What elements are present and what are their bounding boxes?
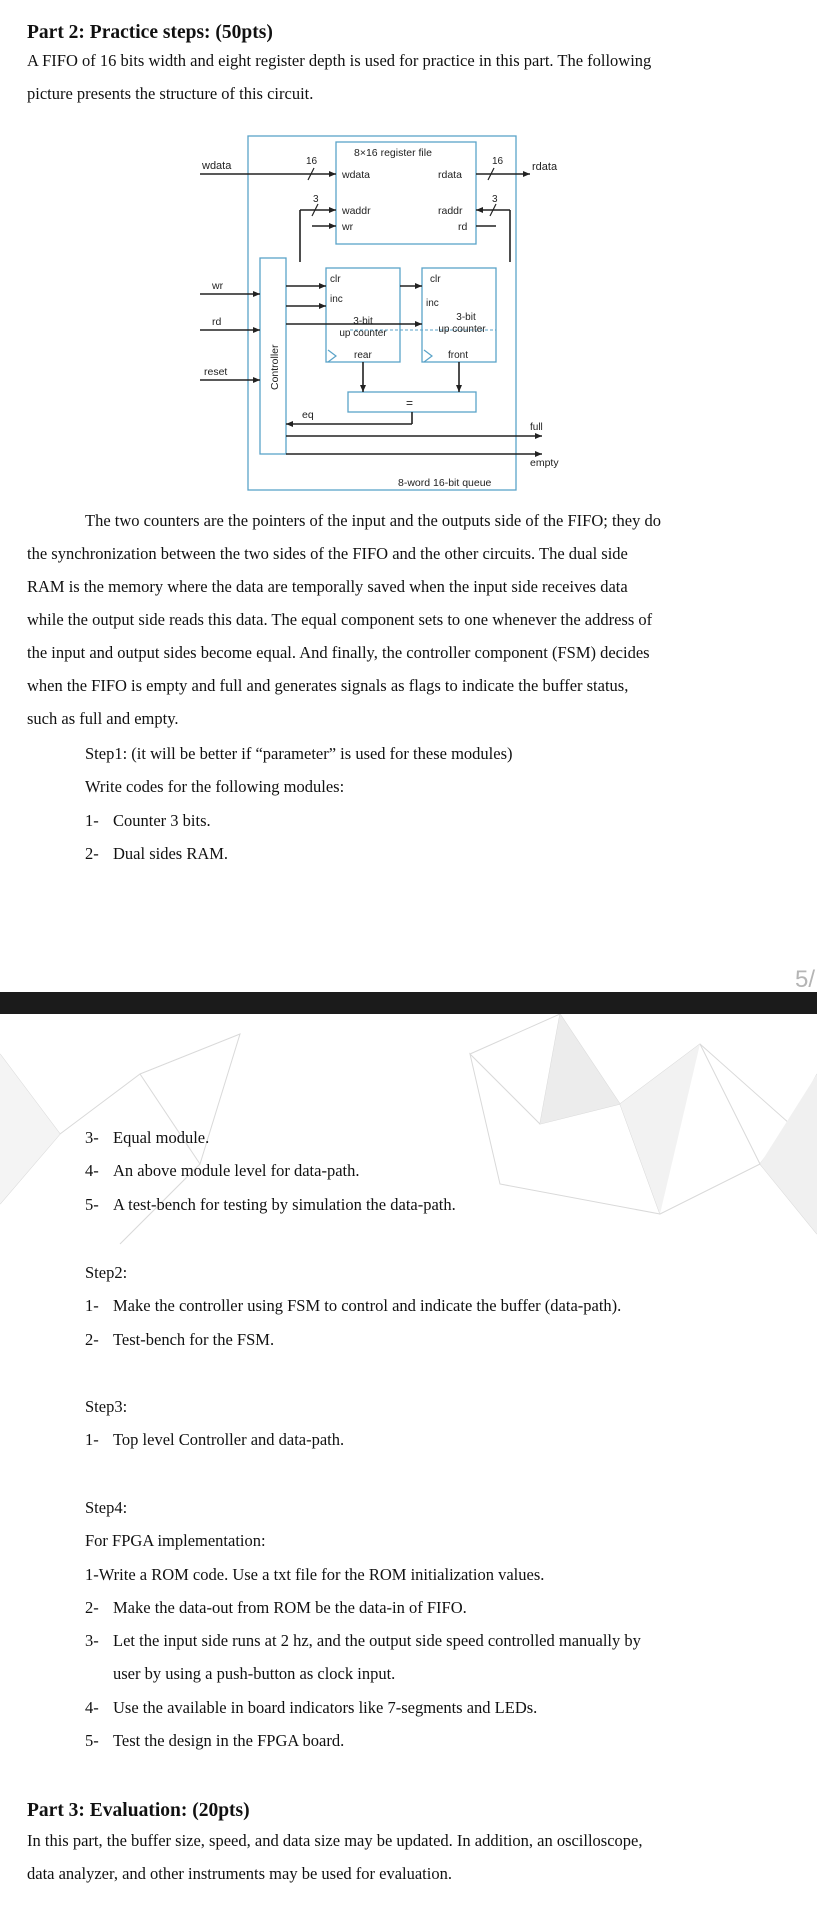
- description-line-1: The two counters are the pointers of the input and the outputs side of the FIFO; they do: [85, 511, 662, 530]
- rf-rdata-port: rdata: [438, 169, 462, 181]
- bus3-left-label: 3: [313, 194, 319, 205]
- list-text: Make the data-out from ROM be the data-in of FIFO.: [113, 1598, 467, 1617]
- list-text: A test-bench for testing by simulation the data-path.: [113, 1195, 456, 1214]
- part3-paragraph: [27, 1824, 753, 1890]
- list-number: 4-: [85, 1698, 99, 1717]
- list-text: Counter 3 bits.: [113, 811, 211, 830]
- list-number: 3-: [85, 1128, 99, 1147]
- step4-subtitle: For FPGA implementation:: [85, 1531, 266, 1550]
- step4-item-5: [85, 1731, 344, 1751]
- part3-line-1: In this part, the buffer size, speed, and data size may be updated. In addition, an oscilloscope,: [27, 1831, 643, 1850]
- list-text: Use the available in board indicators like 7-segments and LEDs.: [113, 1698, 538, 1717]
- list-number: 1-: [85, 1296, 99, 1315]
- step3-item-1: [85, 1430, 344, 1450]
- step1-title: Step1: (it will be better if “parameter” is used for these modules): [85, 744, 513, 763]
- step4-item-2: [85, 1598, 467, 1618]
- rf-wr-port: wr: [342, 221, 354, 233]
- list-number: 4-: [85, 1161, 99, 1180]
- description-paragraph: [27, 504, 753, 735]
- empty-output-label: empty: [530, 457, 559, 469]
- step4-item-1: 1-Write a ROM code. Use a txt file for the ROM initialization values.: [85, 1565, 545, 1584]
- rear-clr-port: clr: [330, 274, 341, 285]
- wdata-input-label: wdata: [202, 160, 232, 172]
- step2-item-1: [85, 1296, 621, 1316]
- list-text: An above module level for data-path.: [113, 1161, 360, 1180]
- step4-item-3-continuation: user by using a push-button as clock input.: [113, 1664, 396, 1683]
- front-counter-type: up counter: [438, 324, 486, 335]
- list-text: Test the design in the FPGA board.: [113, 1731, 345, 1750]
- list-number: 1-: [85, 811, 99, 830]
- reset-input-label: reset: [204, 366, 228, 378]
- list-number: 3-: [85, 1631, 99, 1650]
- intro-line-1: A FIFO of 16 bits width and eight register depth is used for practice in this part. The following: [27, 51, 652, 70]
- description-line-7: such as full and empty.: [27, 709, 179, 728]
- intro-paragraph: [27, 44, 753, 110]
- list-number: 1-: [85, 1430, 99, 1449]
- wr-input-label: wr: [212, 280, 224, 292]
- list-number: 2-: [85, 1598, 99, 1617]
- controller-label: Controller: [269, 344, 281, 390]
- description-line-4: while the output side reads this data. The equal component sets to one whenever the address of: [27, 610, 653, 629]
- list-number: 5-: [85, 1195, 99, 1214]
- list-number: 2-: [85, 1330, 99, 1349]
- eq-signal-label: eq: [302, 409, 314, 421]
- list-text: Dual sides RAM.: [113, 844, 229, 863]
- part2-heading: Part 2: Practice steps: (50pts): [27, 22, 273, 43]
- queue-label: 8-word 16-bit queue: [398, 477, 492, 489]
- fifo-block-diagram: [200, 134, 580, 500]
- list-text: Test-bench for the FSM.: [113, 1330, 275, 1349]
- step1-subtitle: Write codes for the following modules:: [85, 777, 345, 796]
- rf-raddr-port: raddr: [438, 205, 463, 217]
- front-counter-width: 3-bit: [456, 312, 476, 323]
- description-line-2: the synchronization between the two sides of the FIFO and the other circuits. The dual side: [27, 544, 628, 563]
- front-clr-port: clr: [430, 274, 441, 285]
- rf-waddr-port: waddr: [342, 205, 371, 217]
- full-output-label: full: [530, 422, 543, 433]
- equal-sign: =: [406, 396, 414, 410]
- step1-item-4: [85, 1161, 360, 1181]
- rear-counter-width: 3-bit: [353, 316, 373, 327]
- list-text: Make the controller using FSM to control and indicate the buffer (data-path).: [113, 1296, 622, 1315]
- page-bottom: [0, 1014, 817, 1920]
- list-text: Equal module.: [113, 1128, 210, 1147]
- rear-counter-name: rear: [354, 350, 372, 361]
- step4-item-4: [85, 1698, 537, 1718]
- page-separator: [0, 992, 817, 1014]
- rd-input-label: rd: [212, 316, 222, 328]
- intro-line-2: picture presents the structure of this circuit.: [27, 84, 314, 103]
- list-text: Let the input side runs at 2 hz, and the output side speed controlled manually by: [113, 1631, 641, 1650]
- description-line-6: when the FIFO is empty and full and generates signals as flags to indicate the buffer status,: [27, 676, 629, 695]
- list-number: 5-: [85, 1731, 99, 1750]
- page-number: 5/: [794, 966, 815, 993]
- step1-item-1: [85, 811, 211, 831]
- rf-rd-port: rd: [458, 221, 468, 233]
- step4-title: Step4:: [85, 1498, 128, 1517]
- bus16-right-label: 16: [492, 156, 504, 167]
- rear-inc-port: inc: [330, 294, 343, 305]
- front-inc-port: inc: [426, 298, 439, 309]
- rdata-output-label: rdata: [532, 161, 558, 173]
- step2-item-2: [85, 1330, 274, 1350]
- description-line-3: RAM is the memory where the data are temporally saved when the input side receives data: [27, 577, 628, 596]
- register-file-title: 8×16 register file: [354, 147, 432, 159]
- list-text: Top level Controller and data-path.: [113, 1430, 345, 1449]
- list-number: 2-: [85, 844, 99, 863]
- rear-counter-type: up counter: [339, 328, 387, 339]
- front-counter-name: front: [448, 350, 469, 361]
- bus16-left-label: 16: [306, 156, 318, 167]
- bus3-right-label: 3: [492, 194, 498, 205]
- part3-heading: Part 3: Evaluation: (20pts): [27, 1800, 250, 1821]
- step3-title: Step3:: [85, 1397, 128, 1416]
- step1-item-3: [85, 1128, 209, 1148]
- step1-item-5: [85, 1195, 456, 1215]
- rf-wdata-port: wdata: [342, 169, 371, 181]
- description-line-5: the input and output sides become equal. And finally, the controller component (FSM) decides: [27, 643, 650, 662]
- step2-title: Step2:: [85, 1263, 128, 1282]
- step4-item-3: [85, 1631, 641, 1651]
- part3-line-2: data analyzer, and other instruments may be used for evaluation.: [27, 1864, 452, 1883]
- step1-item-2: [85, 844, 228, 864]
